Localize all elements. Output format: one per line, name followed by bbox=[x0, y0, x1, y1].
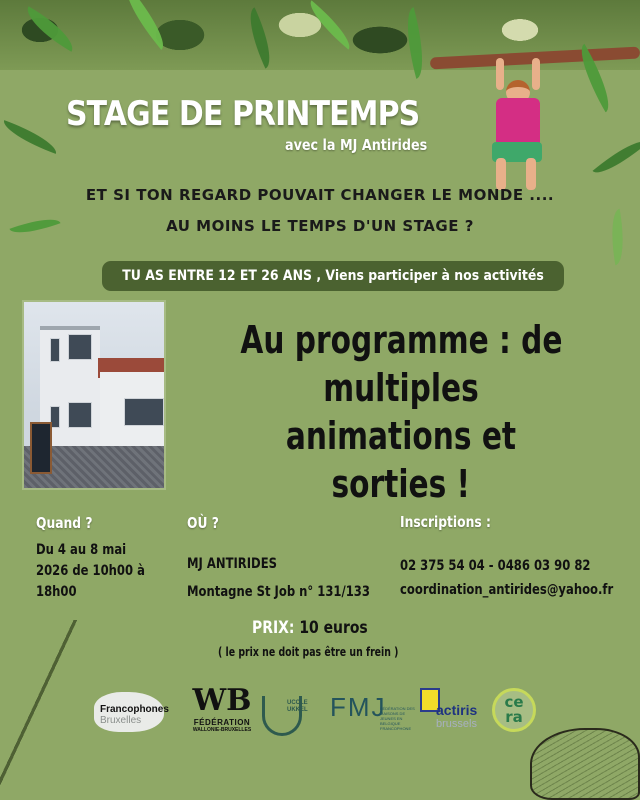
francophones-bruxelles-logo: Francophones Bruxelles bbox=[94, 692, 164, 732]
leaf-icon bbox=[0, 120, 61, 154]
where-label: OÙ ? bbox=[187, 514, 219, 532]
leaf-icon bbox=[593, 132, 640, 181]
tagline-line-1: ET SI TON REGARD POUVAIT CHANGER LE MONDE .... bbox=[85, 186, 555, 204]
program-heading bbox=[186, 316, 616, 508]
fmj-logo: FMJ FÉDÉRATION DES MAISONS DE JEUNES EN BELGIQUE FRANCOPHONE bbox=[330, 692, 415, 731]
when-label: Quand ? bbox=[36, 514, 93, 532]
registration-email[interactable]: coordination_antirides@yahoo.fr bbox=[400, 582, 614, 598]
where-details bbox=[187, 550, 370, 606]
price-value: 10 euros bbox=[299, 618, 368, 638]
where-line-1: MJ ANTIRIDES bbox=[187, 556, 277, 572]
tagline-line-2: AU MOINS LE TEMPS D'UN STAGE ? bbox=[166, 217, 474, 235]
uccle-ukkel-logo: UCCLE UKKEL bbox=[262, 696, 302, 736]
registration-label: Inscriptions : bbox=[400, 513, 491, 531]
price bbox=[252, 618, 368, 638]
poster-subtitle: avec la MJ Antirides bbox=[285, 136, 428, 154]
when-line-3: 18h00 bbox=[36, 584, 77, 600]
program-line-3: sorties ! bbox=[331, 462, 471, 506]
actiris-brussels-logo: actiris brussels bbox=[420, 688, 502, 734]
building-photo bbox=[22, 300, 166, 490]
program-line-2: multiples animations et bbox=[285, 366, 517, 458]
registration-details bbox=[400, 554, 613, 602]
when-details bbox=[36, 540, 145, 603]
age-banner-text: TU AS ENTRE 12 ET 26 ANS , Viens participer à nos activités bbox=[122, 268, 544, 284]
price-note: ( le prix ne doit pas être un frein ) bbox=[218, 645, 399, 659]
sponsor-logos bbox=[0, 680, 640, 750]
cera-logo: ce ra bbox=[492, 688, 536, 732]
hanging-child-illustration bbox=[488, 58, 548, 198]
price-label: PRIX: bbox=[252, 618, 295, 638]
when-line-1: Du 4 au 8 mai bbox=[36, 542, 127, 558]
poster-title: STAGE DE PRINTEMPS bbox=[66, 94, 420, 134]
when-line-2: 2026 de 10h00 à bbox=[36, 563, 145, 579]
age-banner bbox=[102, 261, 564, 291]
registration-phone: 02 375 54 04 - 0486 03 90 82 bbox=[400, 558, 591, 574]
federation-wallonie-bruxelles-logo: WB FÉDÉRATION WALLONIE-BRUXELLES bbox=[192, 683, 252, 733]
program-line-1: Au programme : de bbox=[239, 318, 563, 362]
where-line-2: Montagne St Job n° 131/133 bbox=[187, 584, 370, 600]
